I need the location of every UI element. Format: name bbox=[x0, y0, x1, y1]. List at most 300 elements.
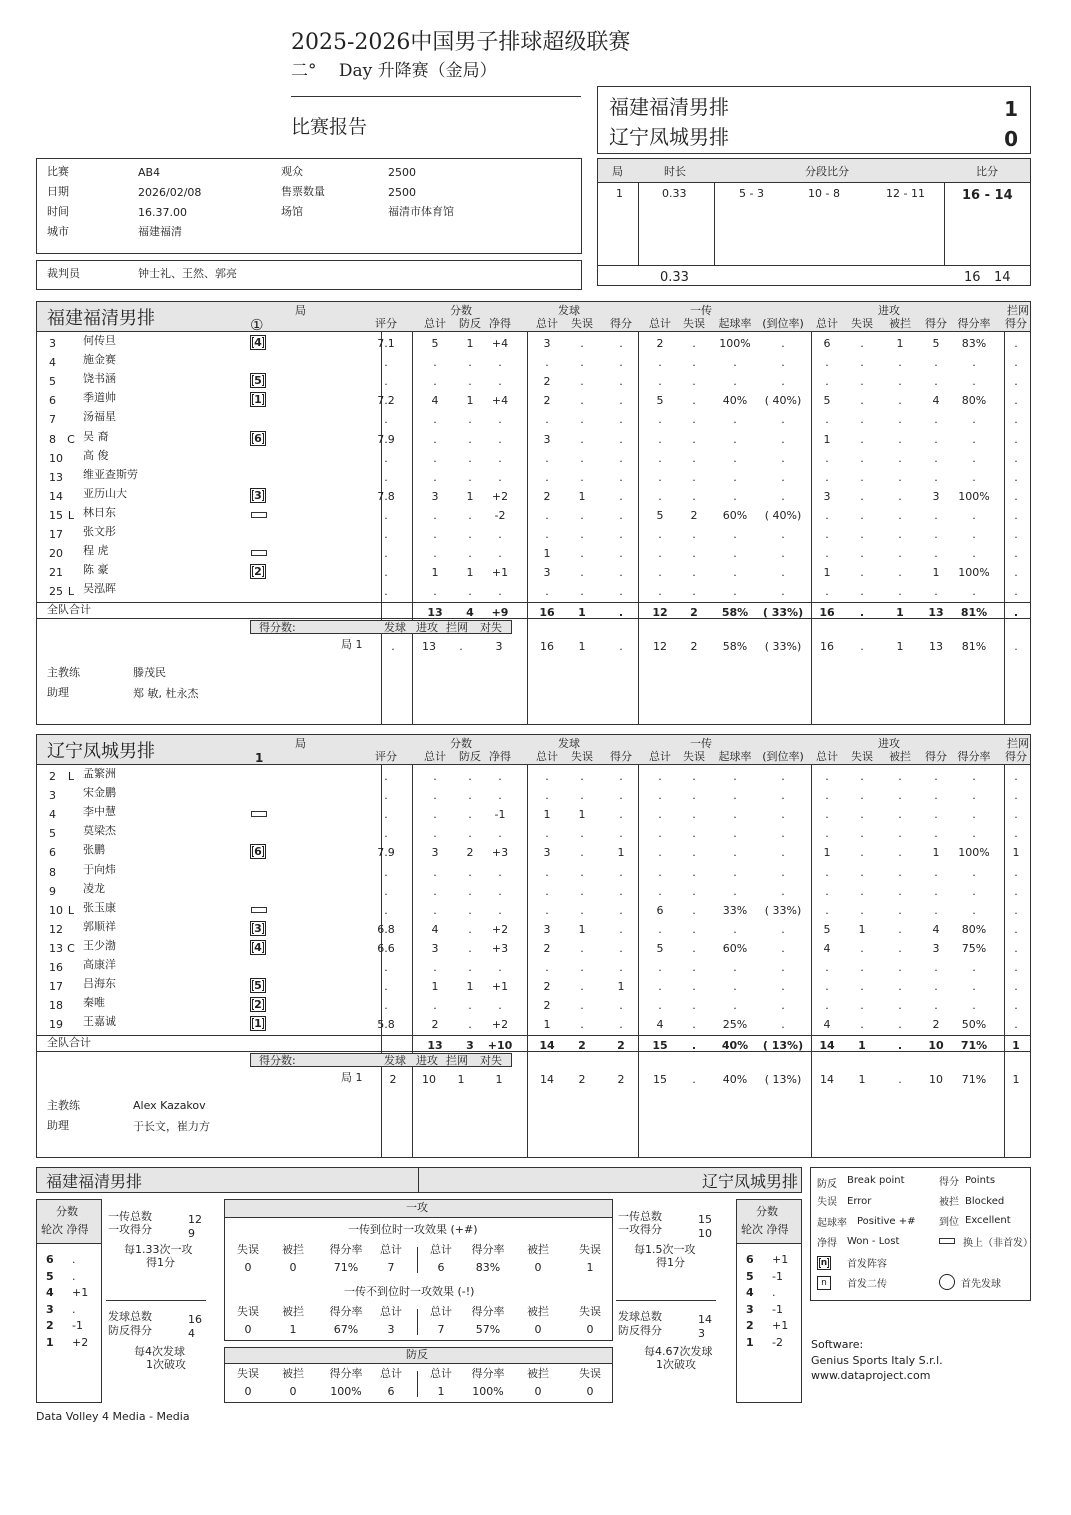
set-stat: 15 bbox=[653, 1073, 667, 1087]
col-header: 防反 bbox=[459, 750, 481, 763]
points-value: 1 bbox=[495, 1073, 503, 1087]
stat: . bbox=[619, 528, 623, 541]
stat: . bbox=[972, 808, 976, 822]
col-header: 起球率 bbox=[718, 317, 752, 330]
fa-col-header: 总计 bbox=[430, 1367, 452, 1380]
rotation-number: 3 bbox=[254, 488, 262, 502]
stat: 2 bbox=[543, 394, 551, 408]
stat: 1 bbox=[431, 980, 439, 994]
stat: . bbox=[972, 827, 976, 841]
fa-col-header: 失误 bbox=[579, 1367, 601, 1380]
stat: . bbox=[545, 884, 549, 898]
stat: . bbox=[934, 375, 938, 389]
rotation-number: 4 bbox=[254, 940, 262, 954]
stat: . bbox=[972, 413, 976, 427]
stat: . bbox=[972, 789, 976, 803]
total-stat: 2 bbox=[578, 1039, 586, 1053]
sub-symbol-icon bbox=[251, 550, 267, 556]
stat: . bbox=[580, 770, 584, 783]
stat: +4 bbox=[491, 337, 509, 350]
cell bbox=[616, 1300, 716, 1301]
cell bbox=[417, 1247, 418, 1273]
set-stat: . bbox=[860, 640, 864, 654]
col-group: 进攻 bbox=[878, 304, 900, 317]
rotation-number: 6 bbox=[254, 431, 262, 445]
stat: . bbox=[972, 356, 976, 370]
stat: . bbox=[433, 827, 437, 841]
stat: . bbox=[433, 884, 437, 898]
stat: 2 bbox=[466, 846, 474, 860]
stat: . bbox=[545, 413, 549, 427]
col-header: 总计 bbox=[649, 317, 671, 330]
set-stat: 71% bbox=[961, 1073, 987, 1087]
stat: . bbox=[545, 789, 549, 803]
stat: . bbox=[860, 489, 864, 503]
player-name: 施金赛 bbox=[83, 353, 116, 367]
rot-val: +1 bbox=[72, 1286, 89, 1299]
legend-l4e: Won - Lost bbox=[847, 1236, 900, 1247]
rot-header: 分数 bbox=[56, 1205, 78, 1218]
stat: . bbox=[692, 356, 696, 370]
stat: . bbox=[580, 413, 584, 427]
sets-table bbox=[597, 158, 1031, 286]
stat: . bbox=[692, 808, 696, 822]
col-header: 评分 bbox=[375, 750, 397, 763]
stat: . bbox=[580, 1018, 584, 1032]
stat: . bbox=[384, 961, 388, 974]
stat: . bbox=[384, 999, 388, 1013]
stat: . bbox=[433, 470, 437, 484]
stat: . bbox=[934, 432, 938, 446]
stat: . bbox=[898, 770, 902, 783]
stat: . bbox=[384, 566, 388, 580]
fa-col-header: 总计 bbox=[430, 1305, 452, 1318]
bp-label: 防反得分 bbox=[108, 1324, 152, 1337]
stat: . bbox=[498, 999, 502, 1013]
stat: 1 bbox=[858, 922, 866, 936]
stat: . bbox=[898, 808, 902, 822]
stat: . bbox=[825, 547, 829, 561]
legend-l4: 净得 bbox=[817, 1238, 837, 1249]
stat: . bbox=[1014, 999, 1018, 1013]
total-stat: 1 bbox=[858, 1039, 866, 1053]
col-group: 分数 bbox=[450, 737, 472, 750]
stat: . bbox=[658, 566, 662, 580]
legend-l5: 首发阵容 bbox=[847, 1259, 887, 1270]
stat: . bbox=[934, 789, 938, 803]
stat: . bbox=[733, 451, 737, 465]
player-number: 3 bbox=[49, 789, 56, 803]
stat: . bbox=[692, 846, 696, 860]
stat: . bbox=[433, 585, 437, 599]
stat: . bbox=[692, 789, 696, 803]
stat: . bbox=[545, 585, 549, 599]
stat: . bbox=[825, 789, 829, 803]
stat: . bbox=[860, 451, 864, 465]
stat: . bbox=[619, 413, 623, 427]
srv-value: 16 bbox=[188, 1313, 202, 1326]
bp-value: 3 bbox=[698, 1327, 705, 1340]
stat: +1 bbox=[491, 566, 509, 580]
rotation-number: 1 bbox=[254, 1017, 262, 1031]
col-group: 进攻 bbox=[878, 737, 900, 750]
stat: . bbox=[1014, 585, 1018, 599]
stat: . bbox=[468, 884, 472, 898]
srv-rate: 每4次发球 bbox=[134, 1345, 185, 1358]
stat: . bbox=[498, 375, 502, 389]
fa-rate2: 得1分 bbox=[656, 1256, 685, 1269]
points-header: 进攻 bbox=[416, 621, 438, 635]
fa-col-value: 0 bbox=[534, 1323, 542, 1336]
cell bbox=[37, 1035, 1030, 1036]
stat: . bbox=[692, 566, 696, 580]
stat: . bbox=[781, 566, 785, 580]
player-name: 何传旦 bbox=[83, 334, 116, 347]
fa-col-value: 57% bbox=[475, 1323, 501, 1336]
stat: . bbox=[384, 808, 388, 822]
col-group: 拦网 bbox=[1007, 304, 1029, 317]
stat: . bbox=[433, 770, 437, 783]
player-number: 13 bbox=[49, 470, 63, 484]
stat: . bbox=[934, 451, 938, 465]
col-header: 得分 bbox=[610, 750, 632, 763]
stat: . bbox=[972, 770, 976, 783]
stat: 2 bbox=[690, 508, 698, 522]
set-stat: 40% bbox=[722, 1073, 748, 1087]
stat: 5 bbox=[656, 941, 664, 955]
col-header: 被拦 bbox=[889, 317, 911, 330]
stat: . bbox=[692, 922, 696, 936]
set-stat: 2 bbox=[578, 1073, 586, 1087]
stat: . bbox=[468, 528, 472, 541]
stat: . bbox=[658, 922, 662, 936]
stat: . bbox=[619, 903, 623, 917]
rot-header: 轮次 净得 bbox=[741, 1223, 789, 1236]
stat: . bbox=[898, 547, 902, 561]
stat: 4 bbox=[823, 1018, 831, 1032]
stat: . bbox=[898, 980, 902, 994]
fa-col-value: 0 bbox=[289, 1385, 297, 1398]
sets-h-partial: 分段比分 bbox=[805, 165, 849, 178]
stat: . bbox=[860, 508, 864, 522]
stat: . bbox=[658, 356, 662, 370]
total-stat: 13 bbox=[928, 606, 944, 620]
stat: . bbox=[898, 508, 902, 522]
stat: . bbox=[825, 528, 829, 541]
legend-n2: n bbox=[817, 1276, 831, 1290]
stat: 75% bbox=[961, 941, 987, 955]
sets-h-dur: 时长 bbox=[664, 165, 686, 178]
stat: . bbox=[972, 884, 976, 898]
stat: . bbox=[781, 470, 785, 484]
stat: . bbox=[733, 566, 737, 580]
total-stat: 1 bbox=[578, 606, 586, 620]
fa-col-value: 7 bbox=[437, 1323, 445, 1336]
stat: 1 bbox=[543, 808, 551, 822]
fa-col-value: 0 bbox=[534, 1261, 542, 1274]
stat: 5 bbox=[823, 394, 831, 408]
player-number: 6 bbox=[49, 394, 56, 408]
stat: . bbox=[733, 865, 737, 879]
stat: . bbox=[580, 903, 584, 917]
stat: . bbox=[384, 827, 388, 841]
stat: +3 bbox=[491, 941, 509, 955]
col-group: 发球 bbox=[558, 304, 580, 317]
stat: . bbox=[692, 585, 696, 599]
col-group: 一传 bbox=[690, 304, 712, 317]
start-rotation bbox=[250, 373, 266, 388]
stat: . bbox=[860, 585, 864, 599]
col-header: (到位率) bbox=[762, 750, 804, 763]
player-number: 16 bbox=[49, 961, 63, 974]
stat: . bbox=[658, 980, 662, 994]
team-name: 辽宁凤城男排 bbox=[47, 741, 155, 762]
sub-symbol-icon bbox=[939, 1238, 955, 1244]
player-name: 程 虎 bbox=[83, 544, 109, 558]
stat: . bbox=[860, 789, 864, 803]
match-code: AB4 bbox=[138, 166, 161, 179]
stat: . bbox=[898, 528, 902, 541]
stat: . bbox=[580, 394, 584, 408]
rot-no: 2 bbox=[46, 1319, 54, 1332]
stat: . bbox=[898, 827, 902, 841]
stat: . bbox=[619, 770, 623, 783]
stat: . bbox=[468, 961, 472, 974]
stat: . bbox=[1014, 394, 1018, 408]
rot-no: 6 bbox=[746, 1253, 754, 1266]
total-stat: +9 bbox=[491, 606, 509, 620]
stat: . bbox=[934, 808, 938, 822]
fa-rate2: 得1分 bbox=[146, 1256, 175, 1269]
stat: . bbox=[658, 827, 662, 841]
total-stat: . bbox=[897, 1039, 903, 1053]
stat: . bbox=[898, 432, 902, 446]
fa-col-value: 100% bbox=[472, 1385, 504, 1398]
player-name: 张玉康 bbox=[83, 900, 116, 914]
stat: . bbox=[972, 451, 976, 465]
fa-col-header: 被拦 bbox=[527, 1243, 549, 1256]
stat: . bbox=[498, 528, 502, 541]
rot-header: 轮次 净得 bbox=[41, 1223, 89, 1236]
stat: . bbox=[733, 432, 737, 446]
player-number: 21 bbox=[49, 566, 63, 580]
stat: . bbox=[825, 999, 829, 1013]
stat: . bbox=[545, 508, 549, 522]
stat: . bbox=[1014, 489, 1018, 503]
stat: . bbox=[468, 547, 472, 561]
points-value: 10 bbox=[422, 1073, 436, 1087]
fa-col-value: 67% bbox=[333, 1323, 359, 1336]
stat: . bbox=[692, 432, 696, 446]
stat: . bbox=[860, 846, 864, 860]
rot-val: +2 bbox=[72, 1335, 89, 1349]
fa-label: 一攻得分 bbox=[618, 1223, 662, 1236]
stat: 1 bbox=[823, 432, 831, 446]
stat: . bbox=[545, 903, 549, 917]
stat: . bbox=[1014, 566, 1018, 580]
stat: . bbox=[619, 884, 623, 898]
start-rotation bbox=[250, 335, 266, 350]
stat: . bbox=[781, 865, 785, 879]
stat: . bbox=[860, 375, 864, 389]
total-points-b: 14 bbox=[994, 270, 1011, 285]
stat: . bbox=[384, 528, 388, 541]
stat: . bbox=[384, 470, 388, 484]
stat: . bbox=[1014, 356, 1018, 370]
start-rotation bbox=[250, 1016, 266, 1031]
stat: . bbox=[498, 432, 502, 446]
total-stat: 71% bbox=[960, 1039, 988, 1053]
set-stat: ( 13%) bbox=[764, 1073, 802, 1087]
stat: . bbox=[1014, 865, 1018, 879]
player-name: 汤福星 bbox=[83, 410, 116, 424]
points-label: 得分数: bbox=[259, 621, 296, 635]
stat: 3 bbox=[543, 846, 551, 860]
match-label: 比赛 bbox=[47, 165, 69, 178]
stat: . bbox=[619, 394, 623, 408]
stat: . bbox=[825, 585, 829, 599]
stat: 3 bbox=[543, 922, 551, 936]
start-rotation bbox=[250, 921, 266, 936]
fa-col-header: 得分率 bbox=[471, 1305, 505, 1318]
stat: 2 bbox=[656, 337, 664, 350]
total-stat: . bbox=[618, 606, 624, 620]
stat: . bbox=[825, 375, 829, 389]
stat: . bbox=[860, 566, 864, 580]
stat: 2 bbox=[543, 999, 551, 1013]
stat: . bbox=[433, 356, 437, 370]
player-name: 吴 裔 bbox=[83, 429, 109, 443]
stat: . bbox=[972, 980, 976, 994]
legend-r3e: Excellent bbox=[965, 1215, 1011, 1226]
legend-l2e: Error bbox=[847, 1196, 872, 1207]
stat: 3 bbox=[823, 489, 831, 503]
stat: . bbox=[1014, 961, 1018, 974]
stat: . bbox=[658, 528, 662, 541]
stat: . bbox=[433, 903, 437, 917]
fa-col-header: 被拦 bbox=[282, 1305, 304, 1318]
stat: . bbox=[658, 413, 662, 427]
start-rotation bbox=[250, 940, 266, 955]
stat: . bbox=[825, 865, 829, 879]
time-label: 时间 bbox=[47, 205, 69, 218]
sub-symbol-icon bbox=[251, 512, 267, 518]
rot-val: -1 bbox=[772, 1302, 783, 1316]
col-header: 失误 bbox=[851, 750, 873, 763]
stat: . bbox=[692, 375, 696, 389]
stat: . bbox=[692, 394, 696, 408]
match-title: 2025-2026中国男子排球超级联赛 bbox=[291, 30, 631, 55]
set-stat: 58% bbox=[722, 640, 748, 654]
set-stat: 2 bbox=[690, 640, 698, 654]
fa-col-value: 6 bbox=[437, 1261, 445, 1274]
cell bbox=[417, 1309, 418, 1335]
venue-label: 场馆 bbox=[281, 205, 303, 218]
col-header: 失误 bbox=[571, 750, 593, 763]
stat: . bbox=[1014, 884, 1018, 898]
stat: . bbox=[860, 356, 864, 370]
stat: . bbox=[781, 922, 785, 936]
stat: . bbox=[781, 961, 785, 974]
fa-col-header: 得分率 bbox=[471, 1243, 505, 1256]
stat: . bbox=[781, 770, 785, 783]
fa-col-value: 71% bbox=[333, 1261, 359, 1274]
first-serve-icon bbox=[939, 1274, 955, 1290]
stat: 100% bbox=[958, 566, 990, 580]
stat: 2 bbox=[543, 941, 551, 955]
srv-label: 发球总数 bbox=[618, 1310, 662, 1323]
total-stat: 12 bbox=[652, 606, 668, 620]
stat: . bbox=[781, 489, 785, 503]
stat: . bbox=[860, 999, 864, 1013]
col-header: 起球率 bbox=[718, 750, 752, 763]
stat: . bbox=[580, 789, 584, 803]
stat: . bbox=[934, 770, 938, 783]
rec-total-label: 一传总数 bbox=[618, 1210, 662, 1223]
player-name: 王少渤 bbox=[83, 938, 116, 952]
fa-col-header: 失误 bbox=[237, 1305, 259, 1318]
points-value: 13 bbox=[422, 640, 436, 654]
set-stat: 16 bbox=[540, 640, 554, 654]
stat: 3 bbox=[431, 941, 439, 955]
stat: . bbox=[825, 470, 829, 484]
bp-value: 4 bbox=[188, 1327, 195, 1340]
coach-label: 主教练 bbox=[47, 1099, 80, 1113]
stat: . bbox=[898, 922, 902, 936]
stat: . bbox=[860, 413, 864, 427]
player-role: L bbox=[67, 903, 75, 917]
col-header: 得分 bbox=[1005, 317, 1027, 330]
rot-no: 3 bbox=[746, 1302, 754, 1316]
stat: . bbox=[658, 547, 662, 561]
stat: . bbox=[1014, 808, 1018, 822]
stat: 6 bbox=[823, 337, 831, 350]
stat: . bbox=[619, 585, 623, 599]
points-value: . bbox=[459, 640, 463, 654]
stat: . bbox=[898, 961, 902, 974]
stat: . bbox=[580, 337, 584, 350]
legend-l3: 起球率 bbox=[817, 1218, 847, 1229]
player-role: L bbox=[67, 770, 75, 783]
stat: . bbox=[898, 846, 902, 860]
total-stat: 13 bbox=[427, 606, 443, 620]
bottom-summary bbox=[36, 1167, 802, 1403]
stat: . bbox=[898, 999, 902, 1013]
legend-r3: 到位 bbox=[939, 1217, 959, 1228]
stat: . bbox=[468, 941, 472, 955]
player-number: 17 bbox=[49, 528, 63, 541]
rot-val: -1 bbox=[72, 1319, 83, 1332]
total-stat: 16 bbox=[539, 606, 555, 620]
col-group: 分数 bbox=[450, 304, 472, 317]
stat: . bbox=[860, 337, 864, 350]
stat: 1 bbox=[466, 394, 474, 408]
stat: . bbox=[468, 808, 472, 822]
col-header: 失误 bbox=[571, 317, 593, 330]
stat: . bbox=[384, 508, 388, 522]
legend-l1e: Break point bbox=[847, 1175, 905, 1186]
player-number: 8 bbox=[49, 865, 56, 879]
stat: . bbox=[898, 375, 902, 389]
stat: . bbox=[619, 432, 623, 446]
stat: +2 bbox=[491, 922, 509, 936]
player-number: 19 bbox=[49, 1018, 63, 1032]
col-header: 失误 bbox=[683, 750, 705, 763]
player-number: 10 bbox=[49, 903, 63, 917]
fa-col-value: 0 bbox=[289, 1261, 297, 1274]
total-stat: . bbox=[1013, 606, 1019, 620]
player-number: 5 bbox=[49, 375, 56, 389]
